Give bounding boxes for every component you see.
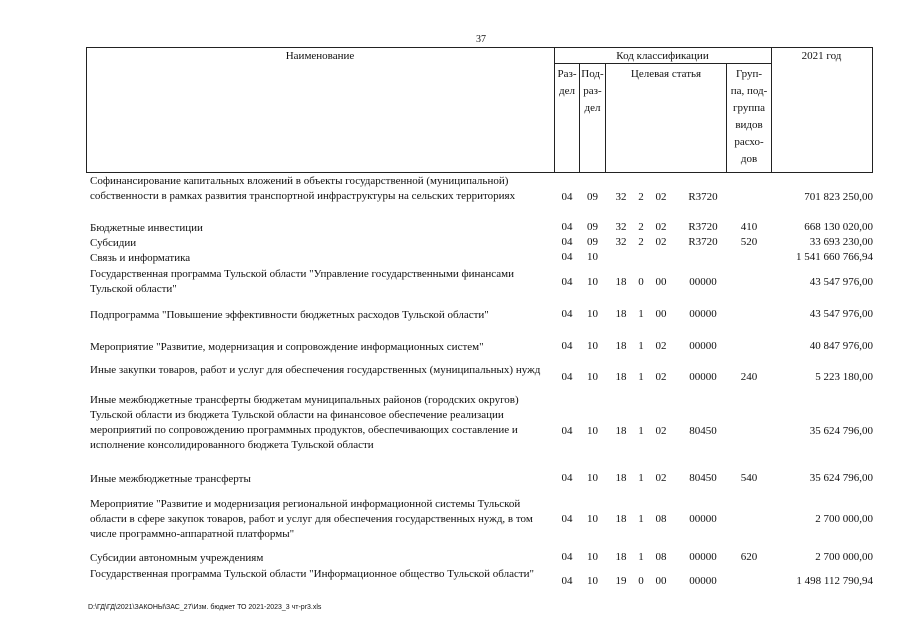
row-vr: 620 (740, 551, 758, 563)
row-cs-program: 18 (615, 551, 627, 563)
row-razdel: 04 (561, 371, 573, 383)
row-sum: 5 223 180,00 (815, 371, 873, 383)
row-cs-subprogram: 1 (638, 472, 644, 484)
row-name: Софинансирование капитальных вложений в объекты государственной (муниципальной) собственности в рамках развития транспортной инфраструктуры на сельских территориях (90, 175, 516, 202)
page-number: 37 (476, 34, 486, 45)
row-cs-program: 18 (615, 513, 627, 525)
row-cs-subprogram: 1 (638, 425, 644, 437)
row-podrazdel: 10 (587, 425, 598, 437)
row-cs-event: 02 (655, 236, 667, 248)
row-name: Иные закупки товаров, работ и услуг для обеспечения государственных (муниципальных) нужд (90, 364, 541, 376)
row-name: Иные межбюджетные трансферты (90, 473, 251, 485)
header-gruppa: Груп- па, под- группа видов расхо- дов (730, 68, 768, 165)
row-cs-direction: 80450 (689, 425, 717, 437)
row-name: Субсидии (90, 237, 137, 249)
row-cs-event: 02 (655, 371, 667, 383)
row-sum: 668 130 020,00 (804, 221, 873, 233)
row-cs-direction: R3720 (688, 221, 718, 233)
row-podrazdel: 10 (587, 276, 598, 288)
row-name: Государственная программа Тульской области "Управление государственными финансами Тульской области" (90, 268, 514, 295)
row-cs-program: 32 (615, 221, 627, 233)
row-cs-subprogram: 2 (638, 221, 644, 233)
row-cs-direction: 00000 (689, 575, 717, 587)
row-cs-program: 32 (615, 236, 627, 248)
row-razdel: 04 (561, 551, 573, 563)
row-podrazdel: 09 (587, 221, 598, 233)
row-razdel: 04 (561, 472, 573, 484)
header-celevaya: Целевая статья (630, 68, 702, 80)
row-cs-event: 08 (655, 551, 667, 563)
row-cs-event: 00 (655, 308, 667, 320)
row-razdel: 04 (561, 513, 573, 525)
row-cs-event: 02 (655, 191, 667, 203)
row-cs-event: 00 (655, 276, 667, 288)
row-cs-direction: R3720 (688, 191, 718, 203)
row-cs-direction: R3720 (688, 236, 718, 248)
row-cs-subprogram: 2 (638, 236, 644, 248)
header-code: Код классификации (616, 50, 709, 62)
header-razdel: Раз- дел (557, 68, 577, 97)
row-cs-subprogram: 0 (638, 575, 644, 587)
row-cs-program: 18 (615, 371, 627, 383)
row-cs-direction: 00000 (689, 340, 717, 352)
row-cs-event: 08 (655, 513, 667, 525)
row-cs-direction: 00000 (689, 513, 717, 525)
row-sum: 43 547 976,00 (809, 308, 873, 320)
row-podrazdel: 10 (587, 251, 598, 263)
row-name: Субсидии автономным учреждениям (90, 552, 264, 564)
row-razdel: 04 (561, 221, 573, 233)
row-razdel: 04 (561, 308, 573, 320)
file-path-footer: D:\ГД\ГД\2021\ЗАКОНЫ\ЗАС_27\Изм. бюджет ТО 2021-2023_3 чт-pr3.xls (88, 604, 322, 611)
row-sum: 35 624 796,00 (809, 472, 873, 484)
row-cs-subprogram: 1 (638, 340, 644, 352)
row-vr: 240 (740, 371, 758, 383)
row-razdel: 04 (561, 276, 573, 288)
row-name: Мероприятие "Развитие и модернизация региональной информационной системы Тульской области в сфере закупок товаров, работ и услуг для обеспечения государственных нужд, в том числе программно-аппаратной платформы" (90, 498, 533, 540)
row-cs-subprogram: 1 (638, 371, 644, 383)
row-cs-subprogram: 0 (638, 276, 644, 288)
row-cs-program: 19 (615, 575, 627, 587)
row-razdel: 04 (561, 425, 573, 437)
row-razdel: 04 (561, 251, 573, 263)
row-cs-direction: 00000 (689, 276, 717, 288)
row-podrazdel: 10 (587, 513, 598, 525)
row-razdel: 04 (561, 575, 573, 587)
row-podrazdel: 10 (587, 551, 598, 563)
row-cs-subprogram: 2 (638, 191, 644, 203)
row-cs-event: 02 (655, 221, 667, 233)
row-podrazdel: 10 (587, 472, 598, 484)
row-podrazdel: 10 (587, 308, 598, 320)
row-vr: 540 (740, 472, 758, 484)
row-cs-direction: 00000 (689, 371, 717, 383)
row-cs-program: 18 (615, 472, 627, 484)
row-sum: 35 624 796,00 (809, 425, 873, 437)
row-cs-subprogram: 1 (638, 513, 644, 525)
row-cs-program: 18 (615, 340, 627, 352)
row-cs-program: 18 (615, 425, 627, 437)
row-sum: 1 498 112 790,94 (796, 575, 873, 587)
row-sum: 33 693 230,00 (809, 236, 873, 248)
row-podrazdel: 10 (587, 371, 598, 383)
row-cs-direction: 00000 (689, 551, 717, 563)
row-razdel: 04 (561, 236, 573, 248)
row-sum: 701 823 250,00 (804, 191, 873, 203)
row-cs-event: 02 (655, 340, 667, 352)
row-cs-subprogram: 1 (638, 551, 644, 563)
header-podrazdel: Под- раз- дел (581, 68, 604, 114)
row-name: Бюджетные инвестиции (90, 222, 203, 234)
row-razdel: 04 (561, 191, 573, 203)
row-podrazdel: 10 (587, 575, 598, 587)
row-name: Мероприятие "Развитие, модернизация и сопровождение информационных систем" (90, 341, 484, 353)
row-cs-event: 02 (655, 472, 667, 484)
row-name: Государственная программа Тульской области "Информационное общество Тульской области" (90, 568, 535, 580)
row-cs-direction: 80450 (689, 472, 717, 484)
header-year: 2021 год (801, 50, 842, 62)
row-name: Подпрограмма "Повышение эффективности бюджетных расходов Тульской области" (90, 309, 489, 321)
row-razdel: 04 (561, 340, 573, 352)
row-podrazdel: 09 (587, 236, 598, 248)
row-sum: 43 547 976,00 (809, 276, 873, 288)
header-name: Наименование (285, 50, 355, 62)
row-podrazdel: 09 (587, 191, 598, 203)
row-vr: 410 (740, 221, 758, 233)
row-cs-event: 02 (655, 425, 667, 437)
row-sum: 2 700 000,00 (815, 513, 873, 525)
row-podrazdel: 10 (587, 340, 598, 352)
row-sum: 1 541 660 766,94 (796, 251, 873, 263)
row-name: Связь и информатика (90, 252, 191, 264)
row-cs-program: 32 (615, 191, 627, 203)
row-sum: 40 847 976,00 (809, 340, 873, 352)
row-vr: 520 (740, 236, 758, 248)
row-name: Иные межбюджетные трансферты бюджетам муниципальных районов (городских округов) Тульской области из бюджета Тульской области на финансовое обеспечение реализации мероприятий по сопровождению программных продуктов, обеспечивающих составление и исполнение консолидированного бюджета Тульской области (90, 394, 519, 451)
row-cs-direction: 00000 (689, 308, 717, 320)
row-cs-subprogram: 1 (638, 308, 644, 320)
row-sum: 2 700 000,00 (815, 551, 873, 563)
row-cs-program: 18 (615, 308, 627, 320)
row-cs-program: 18 (615, 276, 627, 288)
row-cs-event: 00 (655, 575, 667, 587)
